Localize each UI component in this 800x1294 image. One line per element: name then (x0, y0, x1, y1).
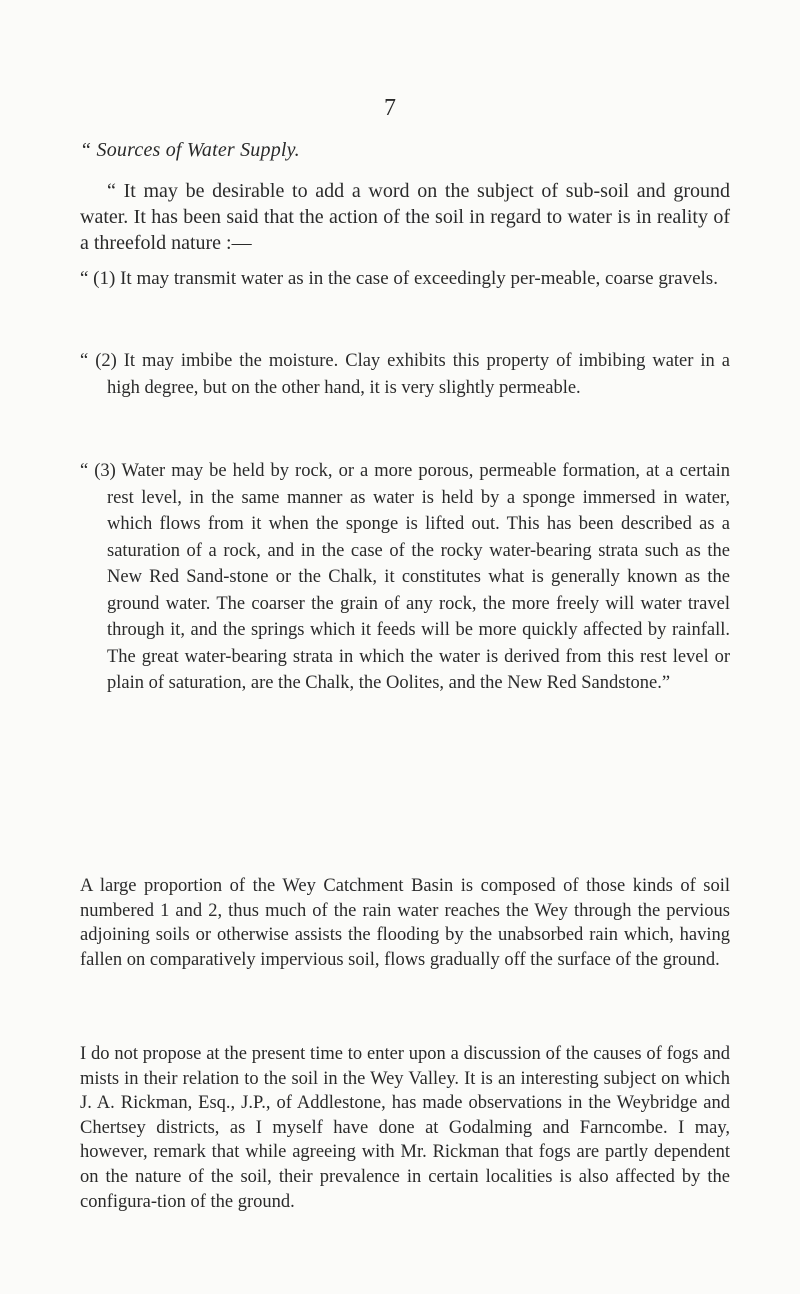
list-item: “ (3) Water may be held by rock, or a more porous, permeable formation, at a certain rest level, in the same manner as water is held by a sponge immersed in water, which flows from it when the sponge is lifted out. This has been described as a saturation of a rock, and in the case of the rocky water-bearing strata such as the New Red Sand-stone or the Chalk, it constitutes what is generally known as the ground water. The coarser the grain of any rock, the more freely will water travel through it, and the springs which it feeds will be more quickly affected by rainfall. The great water-bearing strata in which the water is derived from this rest level or plain of saturation, are the Chalk, the Oolites, and the New Red Sandstone.” (80, 461, 730, 693)
list-item: “ (2) It may imbibe the moisture. Clay exhibits this property of imbibing water in a high degree, but on the other hand, it is very slightly permeable. (80, 351, 730, 398)
intro-paragraph: “ It may be desirable to add a word on the subject of sub-soil and ground water. It has been said that the action of the soil in regard to water is in reality of a threefold nature :— (80, 180, 730, 254)
body-paragraph: A large proportion of the Wey Catchment Basin is composed of those kinds of soil numbered 1 and 2, thus much of the rain water reaches the Wey through the pervious adjoining soils or otherwise assists the flooding by the unabsorbed rain which, having fallen on comparatively impervious soil, flows gradually off the surface of the ground. (80, 876, 730, 970)
section-heading: “ Sources of Water Supply. (80, 139, 300, 161)
body-paragraph: I do not propose at the present time to enter upon a discussion of the causes of fogs and mists in their relation to the soil in the Wey Valley. It is an interesting subject on which J. A. Rickman, Esq., J.P., of Addlestone, has made observations in the Weybridge and Chertsey districts, as I myself have done at Godalming and Farncombe. I may, however, remark that while agreeing with Mr. Rickman that fogs are partly dependent on the nature of the soil, their prevalence in certain localities is also affected by the configura-tion of the ground. (80, 1044, 730, 1212)
page-number: 7 (384, 95, 396, 121)
list-item: “ (1) It may transmit water as in the case of exceedingly per-meable, coarse gravels. (80, 268, 718, 289)
